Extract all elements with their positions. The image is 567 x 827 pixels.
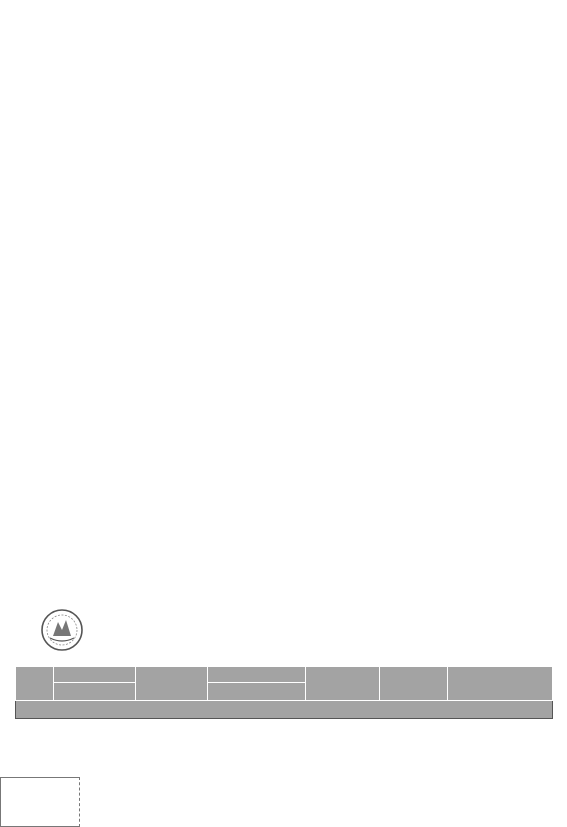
defensa-nacional-logo-icon	[40, 608, 84, 652]
mes-row	[16, 701, 553, 719]
header-solicitud	[54, 667, 136, 701]
header-row	[16, 667, 553, 701]
header-fecha-2	[306, 667, 380, 701]
header-solicitud-sub	[54, 682, 135, 685]
secretaria-stamp	[0, 777, 80, 827]
certification-register-table	[15, 666, 553, 719]
header-fojas	[380, 667, 448, 701]
register-body	[16, 701, 553, 719]
header-fecha-1	[136, 667, 208, 701]
mes-cell	[16, 701, 553, 719]
header-respuesta-sub	[208, 682, 305, 685]
header-observaciones	[448, 667, 553, 701]
header-respuesta	[208, 667, 306, 701]
header-ord	[16, 667, 54, 701]
